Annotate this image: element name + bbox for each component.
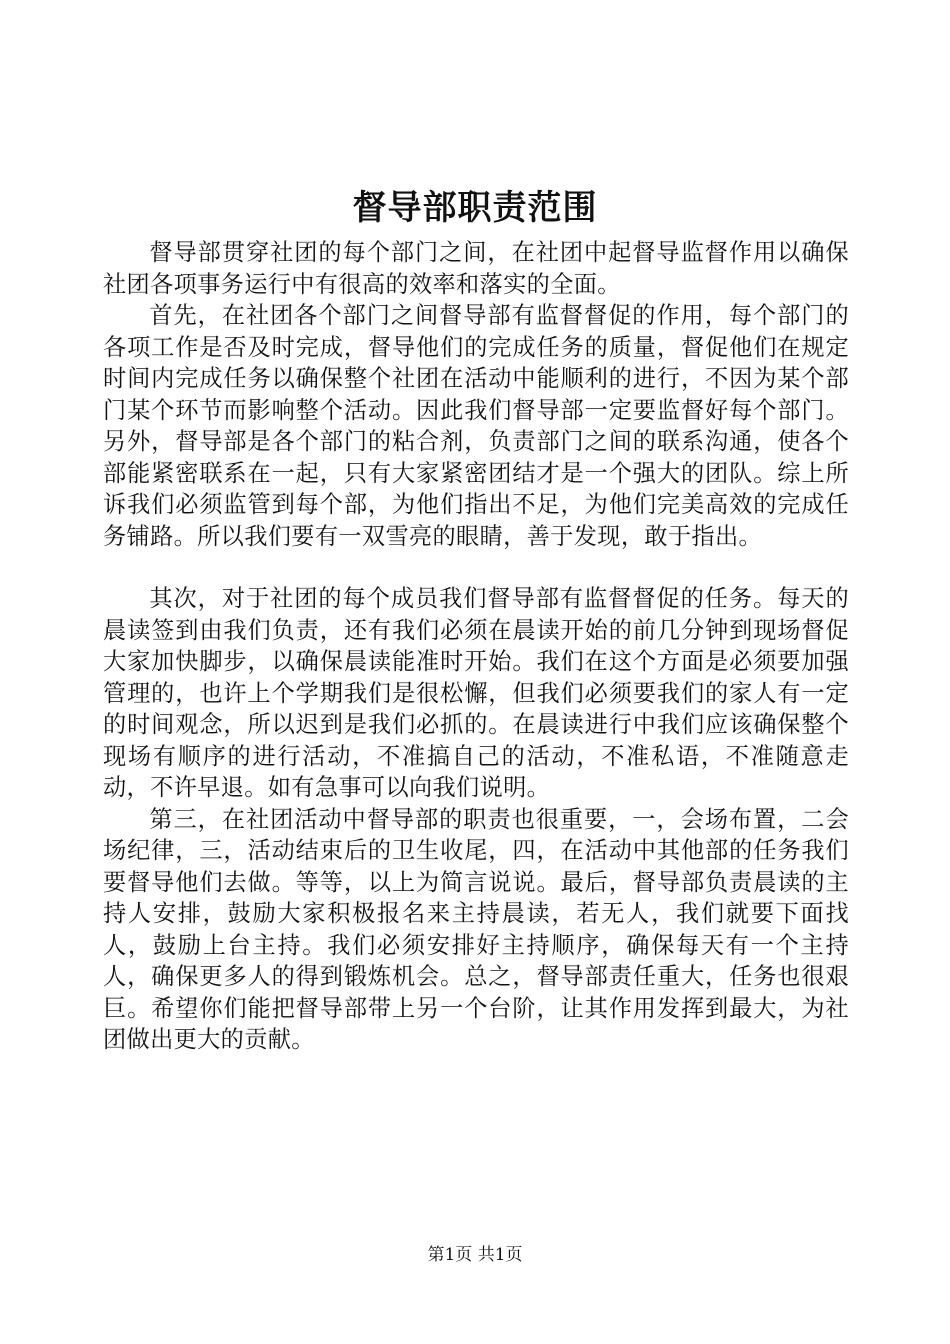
- document-body: [103, 237, 849, 1056]
- paragraph-second: 其次，对于社团的每个成员我们督导部有监督督促的任务。每天的晨读签到由我们负责，还有我们必须在晨读开始的前几分钟到现场督促大家加快脚步，以确保晨读能准时开始。我们在这个方面是必须要加强管理的，也许上个学期我们是很松懈，但我们必须要我们的家人有一定的时间观念，所以迟到是我们必抓的。在晨读进行中我们应该确保整个现场有顺序的进行活动，不准搞自己的活动，不准私语，不准随意走动，不许早退。如有急事可以向我们说明。: [103, 585, 849, 801]
- page-footer: [0, 1242, 950, 1268]
- paragraph-intro: 督导部贯穿社团的每个部门之间，在社团中起督导监督作用以确保社团各项事务运行中有很高的效率和落实的全面。: [103, 239, 849, 298]
- paragraph-first: 首先，在社团各个部门之间督导部有监督督促的作用，每个部门的各项工作是否及时完成，督导他们的完成任务的质量，督促他们在规定时间内完成任务以确保整个社团在活动中能顺利的进行，不因为某个部门某个环节而影响整个活动。因此我们督导部一定要监督好每个部门。另外，督导部是各个部门的粘合剂，负责部门之间的联系沟通，使各个部能紧密联系在一起，只有大家紧密团结才是一个强大的团队。综上所诉我们必须监管到每个部，为他们指出不足，为他们完美高效的完成任务铺路。所以我们要有一双雪亮的眼睛，善于发现，敢于指出。: [103, 302, 849, 550]
- paragraph-third: 第三，在社团活动中督导部的职责也很重要，一，会场布置，二会场纪律，三，活动结束后的卫生收尾，四，在活动中其他部的任务我们要督导他们去做。等等，以上为简言说说。最后，督导部负责晨读的主持人安排，鼓励大家积极报名来主持晨读，若无人，我们就要下面找人，鼓励上台主持。我们必须安排好主持顺序，确保每天有一个主持人，确保更多人的得到锻炼机会。总之，督导部责任重大，任务也很艰巨。希望你们能把督导部带上另一个台阶，让其作用发挥到最大，为社团做出更大的贡献。: [103, 805, 849, 1053]
- page-number: 第1页: [427, 1245, 473, 1265]
- page-total: 共1页: [477, 1245, 523, 1265]
- document-title: 督导部职责范围: [352, 188, 598, 228]
